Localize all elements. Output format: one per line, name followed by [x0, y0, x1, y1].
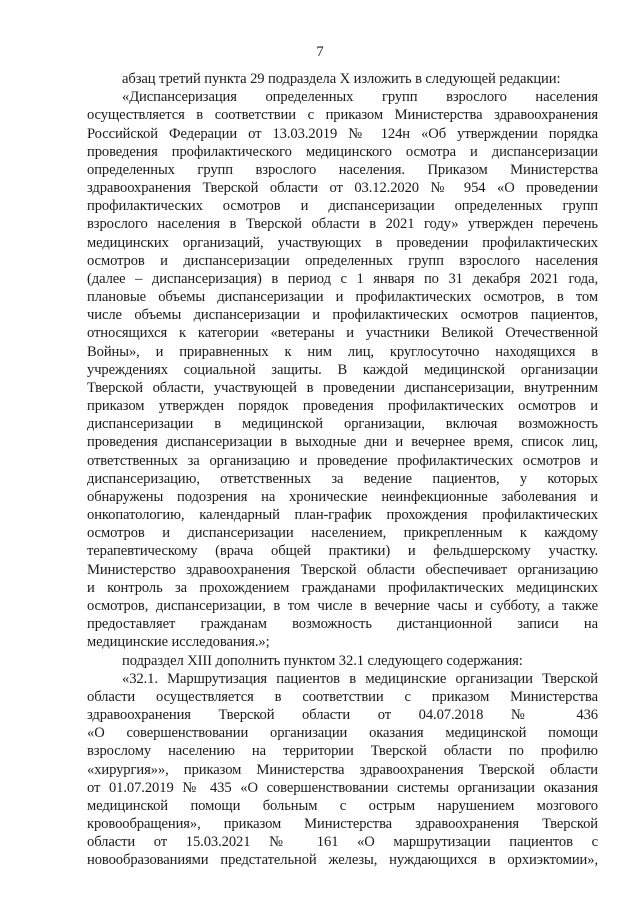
text-line: здравоохранения Тверской области от 03.12.2020 № 954 «О проведении — [87, 180, 598, 197]
text-line: «О совершенствовании организации оказания медицинской помощи — [87, 725, 598, 742]
text-line: осуществляется в соответствии с приказом Министерства здравоохранения — [87, 107, 598, 124]
text-line: абзац третий пункта 29 подраздела X изложить в следующей редакции: — [122, 71, 561, 87]
text-line: медицинских организаций, участвующих в проведении профилактических — [87, 234, 598, 251]
text-line: учреждениях социальной защиты. В каждой медицинской организации — [87, 361, 598, 378]
text-line: предоставляет гражданам возможность дистанционной записи на — [87, 616, 598, 633]
text-line: «Диспансеризация определенных групп взрослого населения — [122, 89, 598, 106]
text-line: «32.1. Маршрутизация пациентов в медицинские организации Тверской — [122, 670, 598, 687]
text-line: числе объемы диспансеризации и профилактических осмотров пациентов, — [87, 307, 598, 324]
text-line: Министерство здравоохранения Тверской области обеспечивает организацию — [87, 561, 598, 578]
document-body — [87, 70, 598, 870]
text-line: обнаружены подозрения на хронические неинфекционные заболевания и — [87, 488, 598, 505]
text-line: взрослого населения в Тверской области в 2021 году» утвержден перечень — [87, 216, 598, 233]
text-line: (далее – диспансеризация) в период с 1 января по 31 декабря 2021 года, — [87, 270, 598, 287]
text-line: относящихся к категории «ветераны и участники Великой Отечественной — [87, 325, 598, 342]
text-line: осмотров и диспансеризации определенных групп взрослого населения — [87, 252, 598, 269]
text-line: плановые объемы диспансеризации и профилактических осмотров, в том — [87, 289, 598, 306]
text-line: профилактических осмотров и диспансеризации определенных групп — [87, 198, 598, 215]
text-line: осмотров и диспансеризации населением, прикрепленным к каждому — [87, 525, 598, 542]
text-line: Тверской области, участвующей в проведении диспансеризации, внутренним — [87, 379, 598, 396]
page-number: 7 — [316, 44, 324, 60]
text-line: терапевтическому (врача общей практики) и фельдшерскому участку. — [87, 543, 598, 560]
text-line: определенных групп взрослого населения. Приказом Министерства — [87, 161, 598, 178]
text-line: осмотров, диспансеризации, в том числе в вечерние часы и субботу, а также — [87, 597, 598, 614]
text-line: здравоохранения Тверской области от 04.07.2018 № 436 — [87, 707, 598, 724]
text-line: проведения профилактического медицинского осмотра и диспансеризации — [87, 143, 598, 160]
text-line: области осуществляется в соответствии с приказом Министерства — [87, 688, 598, 705]
text-line: диспансеризации в медицинской организации, включая возможность — [87, 416, 598, 433]
text-line: онкопатологию, календарный план-график прохождения профилактических — [87, 507, 598, 524]
text-line: области от 15.03.2021 № 161 «О маршрутизации пациентов с — [87, 834, 598, 851]
text-line: взрослому населению на территории Тверской области по профилю — [87, 743, 598, 760]
text-line: новообразованиями предстательной железы, нуждающихся в орхиэктомии», — [87, 852, 598, 869]
text-line: проведения диспансеризации в выходные дни и вечернее время, список лиц, — [87, 434, 598, 451]
text-line: и контроль за прохождением гражданами профилактических медицинских — [87, 579, 598, 596]
text-line: Российской Федерации от 13.03.2019 № 124н «Об утверждении порядка — [87, 125, 598, 142]
text-line: медицинской помощи больным с острым нарушением мозгового — [87, 797, 598, 814]
text-line: приказом утвержден порядок проведения профилактических осмотров и — [87, 398, 598, 415]
text-line: подраздел XIII дополнить пунктом 32.1 следующего содержания: — [122, 652, 523, 669]
text-line: «хирургия»», приказом Министерства здравоохранения Тверской области — [87, 761, 598, 778]
text-line: диспансеризацию, ответственных за ведение пациентов, у которых — [87, 470, 598, 487]
text-line: от 01.07.2019 № 435 «О совершенствовании системы организации оказания — [87, 779, 598, 796]
text-line: ответственных за организацию и проведение профилактических осмотров и — [87, 452, 598, 469]
text-line: кровообращения», приказом Министерства здравоохранения Тверской — [87, 816, 598, 833]
text-line: Войны», и приравненных к ним лиц, круглосуточно находящихся в — [87, 343, 598, 360]
text-line: медицинские исследования.»; — [87, 634, 270, 651]
